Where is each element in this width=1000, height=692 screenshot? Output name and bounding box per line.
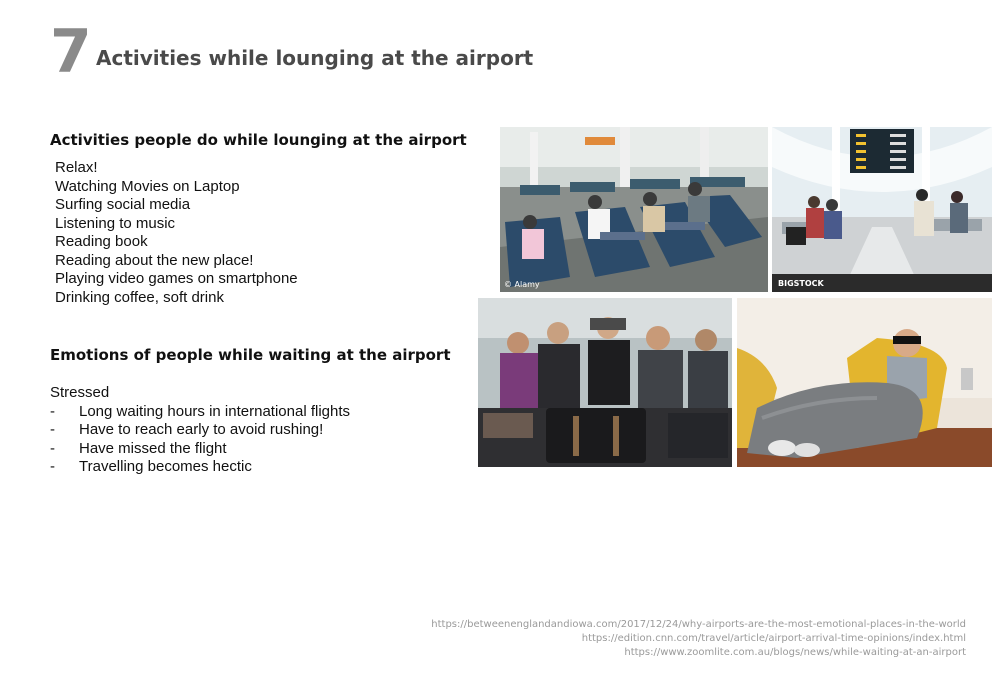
passengers-illustration	[478, 298, 732, 467]
slide-number: 7	[50, 17, 92, 87]
reference-link[interactable]: https://edition.cnn.com/travel/article/airport-arrival-time-opinions/index.html	[581, 633, 966, 644]
activities-heading: Activities people do while lounging at the airport	[50, 131, 467, 149]
list-item-text: Have to reach early to avoid rushing!	[79, 421, 324, 438]
terminal-signage-photo	[772, 127, 992, 292]
list-item: - Travelling becomes hectic	[50, 458, 252, 475]
emotions-heading: Emotions of people while waiting at the airport	[50, 346, 451, 364]
list-item: - Have missed the flight	[50, 439, 227, 457]
list-item-text: Long waiting hours in international flights	[79, 402, 351, 420]
list-item: Playing video games on smartphone	[55, 270, 298, 287]
bigstock-watermark: BIGSTOCK	[778, 279, 824, 288]
terminal-illustration	[772, 127, 992, 292]
list-item-text: Have missed the flight	[79, 439, 227, 457]
list-item: - Long waiting hours in international flights	[50, 402, 351, 420]
emotions-list	[50, 384, 350, 477]
list-item: Listening to music	[55, 214, 176, 232]
list-item: Reading book	[55, 233, 148, 250]
airport-lounge-photo	[500, 127, 768, 292]
airport-lounge-illustration	[500, 127, 768, 292]
list-item: Surfing social media	[55, 196, 191, 213]
alamy-watermark: © Alamy	[504, 280, 540, 289]
slide-title: Activities while lounging at the airport	[96, 46, 534, 70]
reference-link[interactable]: https://www.zoomlite.com.au/blogs/news/while-waiting-at-an-airport	[624, 647, 966, 658]
list-item: Reading about the new place!	[55, 251, 254, 269]
list-item: - Have to reach early to avoid rushing!	[50, 421, 324, 438]
list-item: Relax!	[55, 159, 98, 176]
stressed-label: Stressed	[50, 384, 110, 401]
sleeping-illustration	[737, 298, 992, 467]
list-item: Drinking coffee, soft drink	[55, 288, 224, 306]
activities-list	[55, 159, 298, 307]
list-item-text: Travelling becomes hectic	[79, 458, 252, 475]
references	[431, 618, 966, 660]
waiting-passengers-photo	[478, 298, 732, 467]
list-item: Watching Movies on Laptop	[55, 177, 240, 195]
sleeping-passenger-photo	[737, 298, 992, 467]
reference-link[interactable]: https://betweenenglandandiowa.com/2017/12/24/why-airports-are-the-most-emotional-places-in-the-world	[431, 619, 966, 630]
